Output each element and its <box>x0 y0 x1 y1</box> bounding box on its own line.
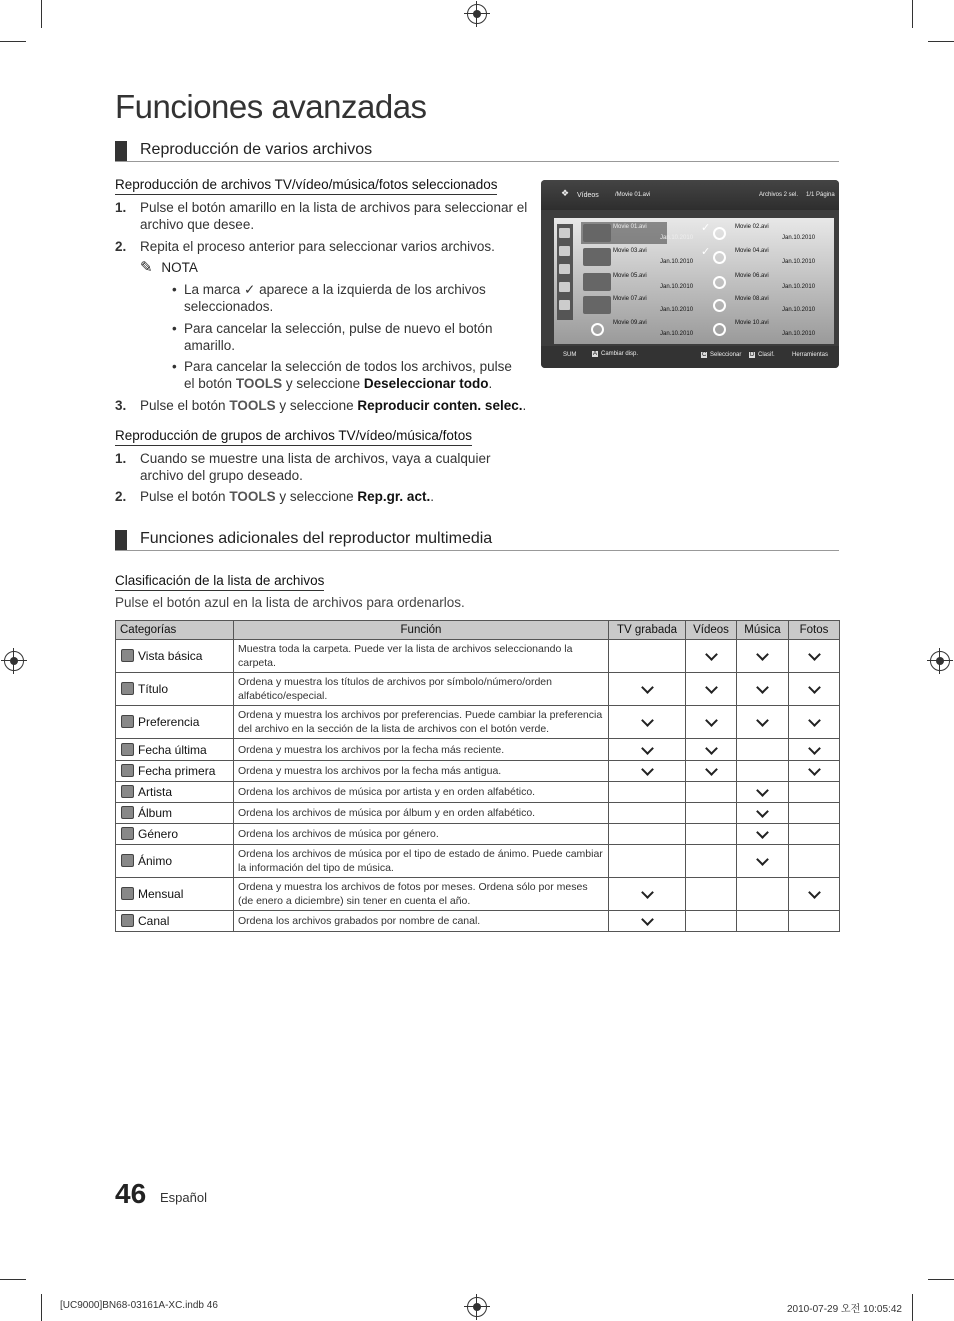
support-cell <box>609 782 686 803</box>
support-cell <box>686 845 737 878</box>
step-text-part: y seleccione <box>279 489 354 504</box>
category-label: Mensual <box>138 887 184 901</box>
file-thumbnail <box>583 248 611 266</box>
support-cell <box>686 761 737 782</box>
chevron-check-icon <box>808 681 821 694</box>
function-cell: Ordena y muestra los archivos por la fecha más antigua. <box>234 761 609 782</box>
category-cell <box>116 824 234 845</box>
category-label: Vista básica <box>138 649 203 663</box>
function-cell: Ordena y muestra los archivos de fotos por meses. Ordena sólo por meses (de enero a diciembre) sin tener en cuenta el año. <box>234 878 609 911</box>
section-heading <box>115 140 839 162</box>
table-row <box>116 640 840 673</box>
file-name[interactable]: Movie 05.avi <box>613 273 647 279</box>
subheading: Clasificación de la lista de archivos <box>115 573 324 591</box>
support-cell <box>686 673 737 706</box>
file-date: Jan.10.2010 <box>660 259 694 265</box>
bullet-text: amarillo. <box>184 338 236 353</box>
file-date: Jan.10.2010 <box>782 284 816 290</box>
bullet-text <box>184 281 486 298</box>
chevron-check-icon <box>756 681 769 694</box>
sidebar-category-icon[interactable] <box>559 228 570 238</box>
subheading: Reproducción de archivos TV/vídeo/música/fotos seleccionados <box>115 177 497 195</box>
folder-icon <box>121 649 134 662</box>
function-cell: Ordena los archivos de música por el tipo de estado de ánimo. Puede cambiar la información del tipo de música. <box>234 845 609 878</box>
file-date: Jan.10.2010 <box>660 307 694 313</box>
step-number: 3. <box>115 398 127 413</box>
support-cell <box>737 640 789 673</box>
function-cell: Ordena y muestra los títulos de archivos por símbolo/número/orden alfabético/especial. <box>234 673 609 706</box>
film-reel-icon <box>713 227 726 240</box>
file-date: Jan.10.2010 <box>660 331 694 337</box>
function-cell: Muestra toda la carpeta. Puede ver la lista de archivos seleccionando la carpeta. <box>234 640 609 673</box>
category-label: Canal <box>138 914 170 928</box>
sort-label: Clasif. <box>758 352 775 358</box>
step-text-part: . <box>522 398 527 413</box>
support-cell <box>609 761 686 782</box>
support-cell <box>609 673 686 706</box>
genre-icon <box>121 827 134 840</box>
menu-option: Reproducir conten. selec. <box>357 398 523 413</box>
chevron-check-icon <box>641 886 654 899</box>
chevron-check-icon <box>705 742 718 755</box>
page-language: Español <box>160 1190 207 1205</box>
bullet-dot-icon: • <box>172 321 177 336</box>
checkmark-icon: ✓ <box>701 222 711 234</box>
chevron-check-icon <box>641 714 654 727</box>
category-cell <box>116 640 234 673</box>
support-cell <box>686 640 737 673</box>
sidebar-category-icon[interactable] <box>559 282 570 292</box>
chevron-check-icon <box>705 714 718 727</box>
section-heading <box>115 529 839 551</box>
film-reel-icon <box>713 276 726 289</box>
support-cell <box>609 845 686 878</box>
category-cell <box>116 845 234 878</box>
chevron-check-icon <box>756 853 769 866</box>
table-row <box>116 761 840 782</box>
bullet-text <box>184 375 492 392</box>
chevron-check-icon <box>705 648 718 661</box>
crop-mark <box>928 1279 954 1280</box>
file-thumbnail <box>583 224 611 242</box>
category-label: Fecha última <box>138 742 207 757</box>
file-date: Jan.10.2010 <box>660 284 694 290</box>
screenshot-path: /Movie 01.avi <box>615 192 651 198</box>
registration-mark-icon <box>930 651 950 671</box>
section-bar <box>115 530 127 550</box>
select-label: Seleccionar <box>710 352 742 358</box>
bullet-text: Para cancelar la selección, pulse de nuevo el botón <box>184 321 493 336</box>
crop-mark <box>928 41 954 42</box>
section-bar <box>115 141 127 161</box>
sidebar-category-icon[interactable] <box>559 264 570 274</box>
album-icon <box>121 806 134 819</box>
crop-mark <box>41 1294 42 1321</box>
table-row <box>116 824 840 845</box>
support-cell <box>686 803 737 824</box>
column-header: Función <box>234 621 609 640</box>
tools-keyword: TOOLS <box>235 376 283 391</box>
footer-file-info: [UC9000]BN68-03161A-XC.indb 46 <box>60 1300 218 1311</box>
menu-option: Rep.gr. act. <box>357 489 431 504</box>
crop-mark <box>912 1294 913 1321</box>
footer-timestamp: 2010-07-29 오전 10:05:42 <box>787 1304 902 1315</box>
a-button-icon: A <box>593 351 598 357</box>
support-cell <box>609 706 686 739</box>
tools-label: Herramientas <box>792 352 829 358</box>
category-label: Ánimo <box>138 854 173 868</box>
support-cell <box>686 706 737 739</box>
support-cell <box>609 878 686 911</box>
section-heading-text: Reproducción de varios archivos <box>140 141 373 158</box>
chevron-check-icon <box>641 913 654 926</box>
support-cell <box>789 911 840 932</box>
bullet-text-part: aparece a la izquierda de los archivos <box>259 282 486 297</box>
support-cell <box>609 911 686 932</box>
function-cell: Ordena los archivos de música por artista y en orden alfabético. <box>234 782 609 803</box>
film-reel-icon <box>591 323 604 336</box>
file-date: Jan.10.2010 <box>782 259 816 265</box>
support-cell <box>789 673 840 706</box>
support-cell <box>737 761 789 782</box>
bullet-dot-icon: • <box>172 359 177 374</box>
calendar-icon <box>121 764 134 777</box>
support-cell <box>686 911 737 932</box>
file-thumbnail <box>583 296 611 314</box>
table-row <box>116 878 840 911</box>
file-name[interactable]: Movie 09.avi <box>613 320 647 326</box>
support-cell <box>789 739 840 761</box>
support-cell <box>789 706 840 739</box>
change-view-label: Cambiar disp. <box>601 351 639 357</box>
checkmark-icon: ✓ <box>244 282 256 297</box>
support-cell <box>686 739 737 761</box>
category-label: Título <box>138 682 169 696</box>
step-number: 1. <box>115 451 127 466</box>
category-cell <box>116 761 234 782</box>
step-text: archivo del grupo deseado. <box>140 468 303 483</box>
file-name[interactable]: Movie 10.avi <box>735 320 769 326</box>
note-label: NOTA <box>161 260 198 275</box>
chevron-check-icon <box>641 763 654 776</box>
file-name[interactable]: Movie 01.avi <box>613 224 647 230</box>
section-heading-text: Funciones adicionales del reproductor multimedia <box>140 530 493 547</box>
sort-categories-table <box>115 620 840 932</box>
step-text-part: y seleccione <box>279 398 354 413</box>
chevron-check-icon <box>641 681 654 694</box>
bullet-text-part: . <box>488 376 493 391</box>
registration-mark-icon <box>4 651 24 671</box>
category-cell <box>116 911 234 932</box>
page-title: Funciones avanzadas <box>115 88 427 125</box>
file-date: Jan.10.2010 <box>782 235 816 241</box>
column-header: Música <box>737 621 789 640</box>
chevron-check-icon <box>808 714 821 727</box>
category-cell <box>116 706 234 739</box>
page-number: 46 <box>115 1178 147 1209</box>
column-header: Categorías <box>116 621 234 640</box>
c-button-icon: C <box>702 352 707 358</box>
chevron-check-icon <box>808 648 821 661</box>
category-label: Fecha primera <box>138 764 216 778</box>
support-cell <box>737 739 789 761</box>
step-text-part: Pulse el botón <box>140 489 226 504</box>
bullet-text-part: La marca <box>184 282 241 297</box>
bullet-text-part: el botón <box>184 376 233 391</box>
column-header: Fotos <box>789 621 840 640</box>
chevron-check-icon <box>756 805 769 818</box>
table-row <box>116 673 840 706</box>
table-row <box>116 706 840 739</box>
file-name[interactable]: Movie 03.avi <box>613 248 647 254</box>
category-cell <box>116 782 234 803</box>
chevron-check-icon <box>756 714 769 727</box>
file-name[interactable]: Movie 07.avi <box>613 296 647 302</box>
table-row <box>116 782 840 803</box>
support-cell <box>737 673 789 706</box>
channel-icon <box>121 914 134 927</box>
film-reel-icon <box>713 251 726 264</box>
support-cell <box>737 824 789 845</box>
mood-icon <box>121 854 134 867</box>
table-row <box>116 845 840 878</box>
step-text: Pulse el botón amarillo en la lista de archivos para seleccionar el <box>140 200 528 215</box>
menu-option: Deseleccionar todo <box>363 376 489 391</box>
checkmark-icon: ✓ <box>701 246 711 258</box>
support-cell <box>737 782 789 803</box>
note <box>140 258 198 276</box>
sidebar-category-icon[interactable] <box>559 246 570 256</box>
title-icon <box>121 682 134 695</box>
support-cell <box>609 824 686 845</box>
star-icon <box>121 715 134 728</box>
chevron-check-icon <box>808 763 821 776</box>
support-cell <box>789 782 840 803</box>
file-name[interactable]: Movie 08.avi <box>735 296 769 302</box>
step-text-part: . <box>430 489 434 504</box>
step-text: Cuando se muestre una lista de archivos, vaya a cualquier <box>140 451 491 466</box>
pencil-icon: ✎ <box>140 259 153 276</box>
category-cell <box>116 673 234 706</box>
column-header: Vídeos <box>686 621 737 640</box>
step-number: 2. <box>115 239 127 254</box>
table-row <box>116 739 840 761</box>
support-cell <box>609 803 686 824</box>
table-header-row <box>116 621 840 640</box>
screenshot-page: 1/1 Página <box>806 192 835 198</box>
support-cell <box>789 845 840 878</box>
sidebar-category-icon[interactable] <box>559 300 570 310</box>
bullet-text-part: y seleccione <box>285 376 361 391</box>
support-cell <box>609 739 686 761</box>
support-cell <box>609 640 686 673</box>
function-cell: Ordena los archivos de música por género. <box>234 824 609 845</box>
step-text <box>140 488 434 505</box>
month-icon <box>121 887 134 900</box>
chevron-check-icon <box>808 886 821 899</box>
chevron-check-icon <box>705 763 718 776</box>
support-cell <box>737 803 789 824</box>
table-row <box>116 911 840 932</box>
step-text <box>140 397 526 414</box>
tools-keyword: TOOLS <box>229 398 276 413</box>
step-text-part: Pulse el botón <box>140 398 226 413</box>
tools-keyword: TOOLS <box>229 489 276 504</box>
support-cell <box>737 706 789 739</box>
function-cell: Ordena y muestra los archivos por la fecha más reciente. <box>234 739 609 761</box>
category-label: Preferencia <box>138 715 200 729</box>
sum-label: SUM <box>563 352 577 358</box>
crop-mark <box>912 0 913 28</box>
video-icon: ❖ <box>561 188 570 198</box>
support-cell <box>789 824 840 845</box>
category-cell <box>116 878 234 911</box>
d-button-icon: D <box>750 352 755 358</box>
category-label: Género <box>138 827 179 841</box>
crop-mark <box>0 1279 26 1280</box>
support-cell <box>686 878 737 911</box>
film-reel-icon <box>713 299 726 312</box>
category-cell <box>116 803 234 824</box>
category-cell <box>116 739 234 761</box>
chevron-check-icon <box>756 784 769 797</box>
file-thumbnail <box>583 273 611 291</box>
crop-mark <box>41 0 42 28</box>
bullet-text: Para cancelar la selección de todos los archivos, pulse <box>184 359 512 374</box>
step-number: 1. <box>115 200 127 215</box>
file-date: Jan.10.2010 <box>782 331 816 337</box>
chevron-check-icon <box>756 826 769 839</box>
category-label: Álbum <box>138 806 173 820</box>
support-cell <box>737 911 789 932</box>
function-cell: Ordena los archivos de música por álbum y en orden alfabético. <box>234 803 609 824</box>
artist-icon <box>121 785 134 798</box>
screenshot-status: Archivos 2 sel. <box>759 192 799 198</box>
file-date: Jan.10.2010 <box>782 307 816 313</box>
column-header: TV grabada <box>609 621 686 640</box>
file-name[interactable]: Movie 02.avi <box>735 224 769 230</box>
chevron-check-icon <box>641 742 654 755</box>
chevron-check-icon <box>705 681 718 694</box>
chevron-check-icon <box>808 742 821 755</box>
registration-mark-icon <box>467 1297 487 1317</box>
support-cell <box>789 803 840 824</box>
function-cell: Ordena y muestra los archivos por preferencias. Puede cambiar la preferencia del archivo en la sección de la lista de archivos con el botón verde. <box>234 706 609 739</box>
film-reel-icon <box>713 323 726 336</box>
step-number: 2. <box>115 489 127 504</box>
table-row <box>116 803 840 824</box>
step-text: archivo que desee. <box>140 217 255 232</box>
intro-text: Pulse el botón azul en la lista de archivos para ordenarlos. <box>115 595 465 610</box>
registration-mark-icon <box>467 4 487 24</box>
support-cell <box>686 782 737 803</box>
support-cell <box>789 878 840 911</box>
support-cell <box>789 640 840 673</box>
support-cell <box>686 824 737 845</box>
file-name[interactable]: Movie 06.avi <box>735 273 769 279</box>
support-cell <box>789 761 840 782</box>
step-text: Repita el proceso anterior para seleccionar varios archivos. <box>140 239 495 254</box>
file-date: Jan.10.2010 <box>660 235 694 241</box>
function-cell: Ordena los archivos grabados por nombre de canal. <box>234 911 609 932</box>
crop-mark <box>0 41 26 42</box>
tv-screenshot <box>541 180 839 368</box>
chevron-check-icon <box>756 648 769 661</box>
subheading: Reproducción de grupos de archivos TV/vídeo/música/fotos <box>115 428 472 446</box>
support-cell <box>737 845 789 878</box>
support-cell <box>737 878 789 911</box>
bullet-text: seleccionados. <box>184 299 274 314</box>
bullet-dot-icon: • <box>172 282 177 297</box>
category-label: Artista <box>138 785 173 799</box>
file-name[interactable]: Movie 04.avi <box>735 248 769 254</box>
screenshot-title: Vídeos <box>577 192 599 199</box>
calendar-icon <box>121 743 134 756</box>
